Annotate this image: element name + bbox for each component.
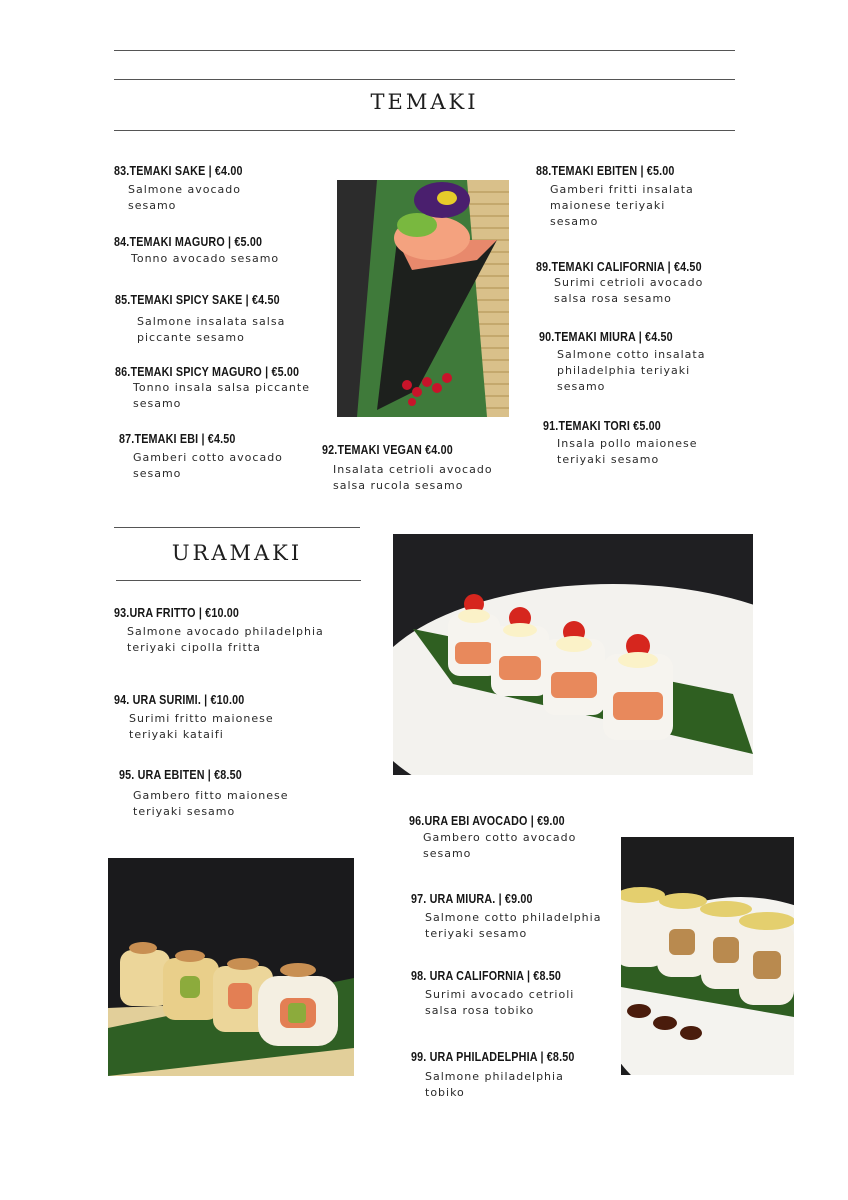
uramaki-tobiko-photo: [393, 534, 753, 775]
item-description: Tonno avocado sesamo: [131, 252, 280, 265]
item-description: Surimi cetrioli avocado salsa rosa sesamo: [554, 276, 704, 305]
item-name: 97. URA MIURA. | €9.00: [411, 892, 533, 906]
menu-item-98: [411, 969, 585, 1019]
menu-item-83: [114, 164, 264, 214]
item-name: 85.TEMAKI SPICY SAKE | €4.50: [115, 293, 280, 307]
menu-item-89: [536, 260, 729, 307]
item-description: Salmone philadelphia tobiko: [425, 1070, 564, 1099]
uramaki-fritto-photo: [108, 858, 354, 1076]
item-name: 84.TEMAKI MAGURO | €5.00: [114, 235, 263, 249]
item-name: 86.TEMAKI SPICY MAGURO | €5.00: [115, 365, 300, 379]
menu-item-87: [119, 432, 283, 482]
item-description: Salmone avocado philadelphia teriyaki cipolla fritta: [127, 625, 324, 654]
item-description: Insala pollo maionese teriyaki sesamo: [557, 437, 698, 466]
item-description: Surimi avocado cetrioli salsa rosa tobiko: [425, 988, 575, 1017]
item-name: 90.TEMAKI MIURA | €4.50: [539, 330, 673, 344]
menu-item-94: [114, 693, 274, 743]
menu-item-88: [536, 164, 697, 230]
item-name: 96.URA EBI AVOCADO | €9.00: [409, 814, 565, 828]
item-description: Salmone insalata salsa piccante sesamo: [137, 315, 286, 344]
item-name: 83.TEMAKI SAKE | €4.00: [114, 164, 243, 178]
menu-item-96: [409, 814, 590, 862]
menu-item-99: [411, 1050, 601, 1101]
menu-item-93: [114, 606, 324, 656]
top-divider: [114, 50, 735, 51]
menu-item-85: [115, 293, 307, 346]
item-description: Surimi fritto maionese teriyaki kataifi: [129, 712, 274, 741]
temaki-header-top-rule: [114, 79, 735, 80]
temaki-header-bottom-rule: [114, 130, 735, 131]
item-name: 93.URA FRITTO | €10.00: [114, 606, 240, 620]
uramaki-section-title: URAMAKI: [171, 541, 303, 565]
item-description: Gambero fitto maionese teriyaki sesamo: [133, 789, 289, 818]
item-name: 89.TEMAKI CALIFORNIA | €4.50: [536, 260, 702, 274]
item-description: Salmone avocado sesamo: [128, 183, 241, 212]
item-description: Gamberi cotto avocado sesamo: [133, 451, 283, 480]
item-description: Insalata cetrioli avocado salsa rucola sesamo: [333, 463, 493, 492]
item-name: 88.TEMAKI EBITEN | €5.00: [536, 164, 675, 178]
menu-item-91: [543, 419, 698, 468]
item-name: 95. URA EBITEN | €8.50: [119, 768, 242, 782]
temaki-photo: [337, 180, 509, 417]
uramaki-header-top-rule: [114, 527, 360, 528]
item-description: Salmone cotto insalata philadelphia teriyaki sesamo: [557, 348, 706, 393]
item-name: 91.TEMAKI TORI €5.00: [543, 419, 661, 433]
menu-item-92: [322, 443, 493, 494]
item-name: 92.TEMAKI VEGAN €4.00: [322, 443, 453, 457]
uramaki-header-bottom-rule: [116, 580, 361, 581]
item-name: 99. URA PHILADELPHIA | €8.50: [411, 1050, 575, 1064]
menu-item-90: [539, 330, 705, 395]
item-description: Tonno insala salsa piccante sesamo: [133, 381, 310, 410]
menu-item-95: [119, 768, 289, 820]
menu-item-84: [114, 235, 286, 267]
uramaki-kataifi-photo: [621, 837, 794, 1075]
menu-item-86: [115, 365, 329, 412]
item-description: Gamberi fritti insalata maionese teriyaki sesamo: [550, 183, 694, 228]
item-description: Gambero cotto avocado sesamo: [423, 831, 577, 860]
temaki-section-title: TEMAKI: [370, 90, 479, 114]
item-name: 94. URA SURIMI. | €10.00: [114, 693, 245, 707]
item-name: 98. URA CALIFORNIA | €8.50: [411, 969, 562, 983]
item-description: Salmone cotto philadelphia teriyaki sesamo: [425, 911, 602, 940]
item-name: 87.TEMAKI EBI | €4.50: [119, 432, 236, 446]
menu-item-97: [411, 892, 601, 942]
